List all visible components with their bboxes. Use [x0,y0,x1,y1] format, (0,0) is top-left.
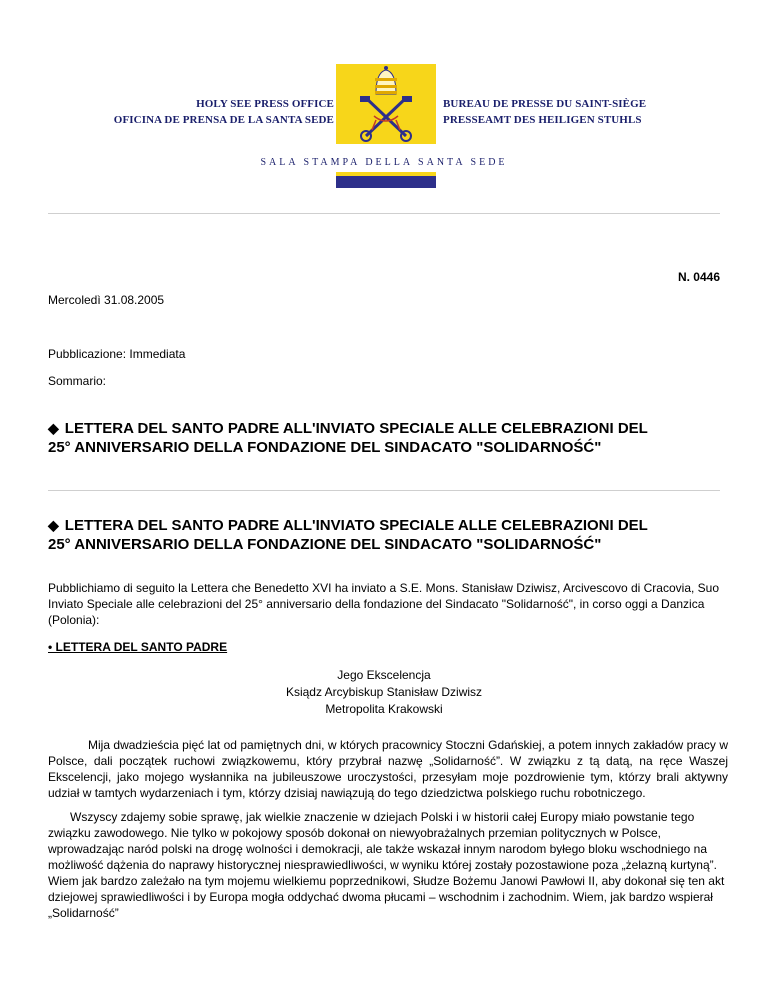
address-line2: Ksiądz Arcybiskup Stanisław Dziwisz [285,685,483,699]
summary-title-link[interactable] [48,419,738,457]
main-title-text1: LETTERA DEL SANTO PADRE ALL'INVIATO SPECIALE ALLE CELEBRAZIONI DEL [64,517,648,534]
main-title [48,516,738,554]
main-title-line2: 25° ANNIVERSARIO DELLA FONDAZIONE DEL SINDACATO "SOLIDARNOŚĆ" [48,536,602,553]
header-right-line2: PRESSEAMT DES HEILIGEN STUHLS [443,114,642,126]
intro-paragraph: Pubblichiamo di seguito la Lettera che Benedetto XVI ha inviato a S.E. Mons. Stanisław Dziwisz, Arcivescovo di Cracovia, Suo Inviato Speciale alle celebrazioni del 25° anniversario della fondazione del Sindacato "Solidarność", in corso oggi a Danzica (Polonia): [48,581,720,627]
summary-title-line2: 25° ANNIVERSARIO DELLA FONDAZIONE DEL SINDACATO "SOLIDARNOŚĆ" [48,439,602,456]
press-office-header [0,0,768,200]
main-title-line1 [48,516,738,535]
header-left-line2: OFICINA DE PRENSA DE LA SANTA SEDE [113,114,334,126]
divider-middle [48,490,720,491]
letter-subheading-link[interactable]: • LETTERA DEL SANTO PADRE [48,640,228,654]
summary-label: Sommario: [48,374,107,388]
diamond-bullet-icon: ◆ [48,420,59,436]
header-right-line1: BUREAU DE PRESSE DU SAINT-SIÈGE [443,98,647,110]
navy-stripe [336,176,436,188]
sala-stampa-label: SALA STAMPA DELLA SANTA SEDE [260,157,508,168]
bulletin-number: N. 0446 [677,270,720,284]
header-left-text [114,96,334,128]
summary-title-text1: LETTERA DEL SANTO PADRE ALL'INVIATO SPECIALE ALLE CELEBRAZIONI DEL [64,420,648,437]
header-left-line1: HOLY SEE PRESS OFFICE [196,98,334,110]
divider-top [48,213,720,214]
bulletin-date: Mercoledì 31.08.2005 [48,293,165,307]
address-line1: Jego Ekscelencja [337,668,431,682]
summary-title-line1 [48,419,738,438]
letter-paragraph-1: Mija dwadzieścia pięć lat od pamiętnych dni, w których pracownicy Stoczni Gdańskiej, a potem innych zakładów pracy w Polsce, dali początek ruchowi związkowemu, który przybrał nazwę „Solidarność”. W związku z tą datą, na ręce Waszej Ekscelencji, jako mojego wysłannika na jubileuszowe uroczystości, przesyłam moje pozdrowienie tym, którzy brali aktywny udział w tamtych wydarzeniach i tym, którzy dzisiaj nawiązują do tego dziedzictwa polskiego ruchu robotniczego. [48,738,728,800]
letter-paragraph-2: Wszyscy zdajemy sobie sprawę, jak wielkie znaczenie w dziejach Polski i w historii całej Europy miało powstanie tego związku zawodowego. Nie tylko w pokojowy sposób dokonał on niewyobrażalnych przemian politycznych w Polsce, wprowadzając naród polski na drogę wolności i demokracji, ale także wskazał innym narodom byłego bloku wschodniego na możliwość dążenia do naprawy historycznej niesprawiedliwości, w wyniku której zostały pozostawione poza „żelazną kurtyną”. Wiem jak bardzo zależało na tym mojemu wielkiemu poprzednikowi, Słudze Bożemu Janowi Pawłowi II, aby dokonał się ten akt dziejowej sprawiedliwości i by Europa mogła oddychać dwoma płucami – wschodnim i zachodnim. Wiem, jak bardzo wspierał „Solidarność” [48,810,725,920]
papal-crest-logo [336,64,436,144]
diamond-bullet-icon: ◆ [48,517,59,533]
crossed-keys-tiara-icon [336,64,436,144]
address-block [0,667,768,718]
header-right-text [443,96,646,128]
publication-status: Pubblicazione: Immediata [48,347,186,361]
address-line3: Metropolita Krakowski [325,702,443,716]
